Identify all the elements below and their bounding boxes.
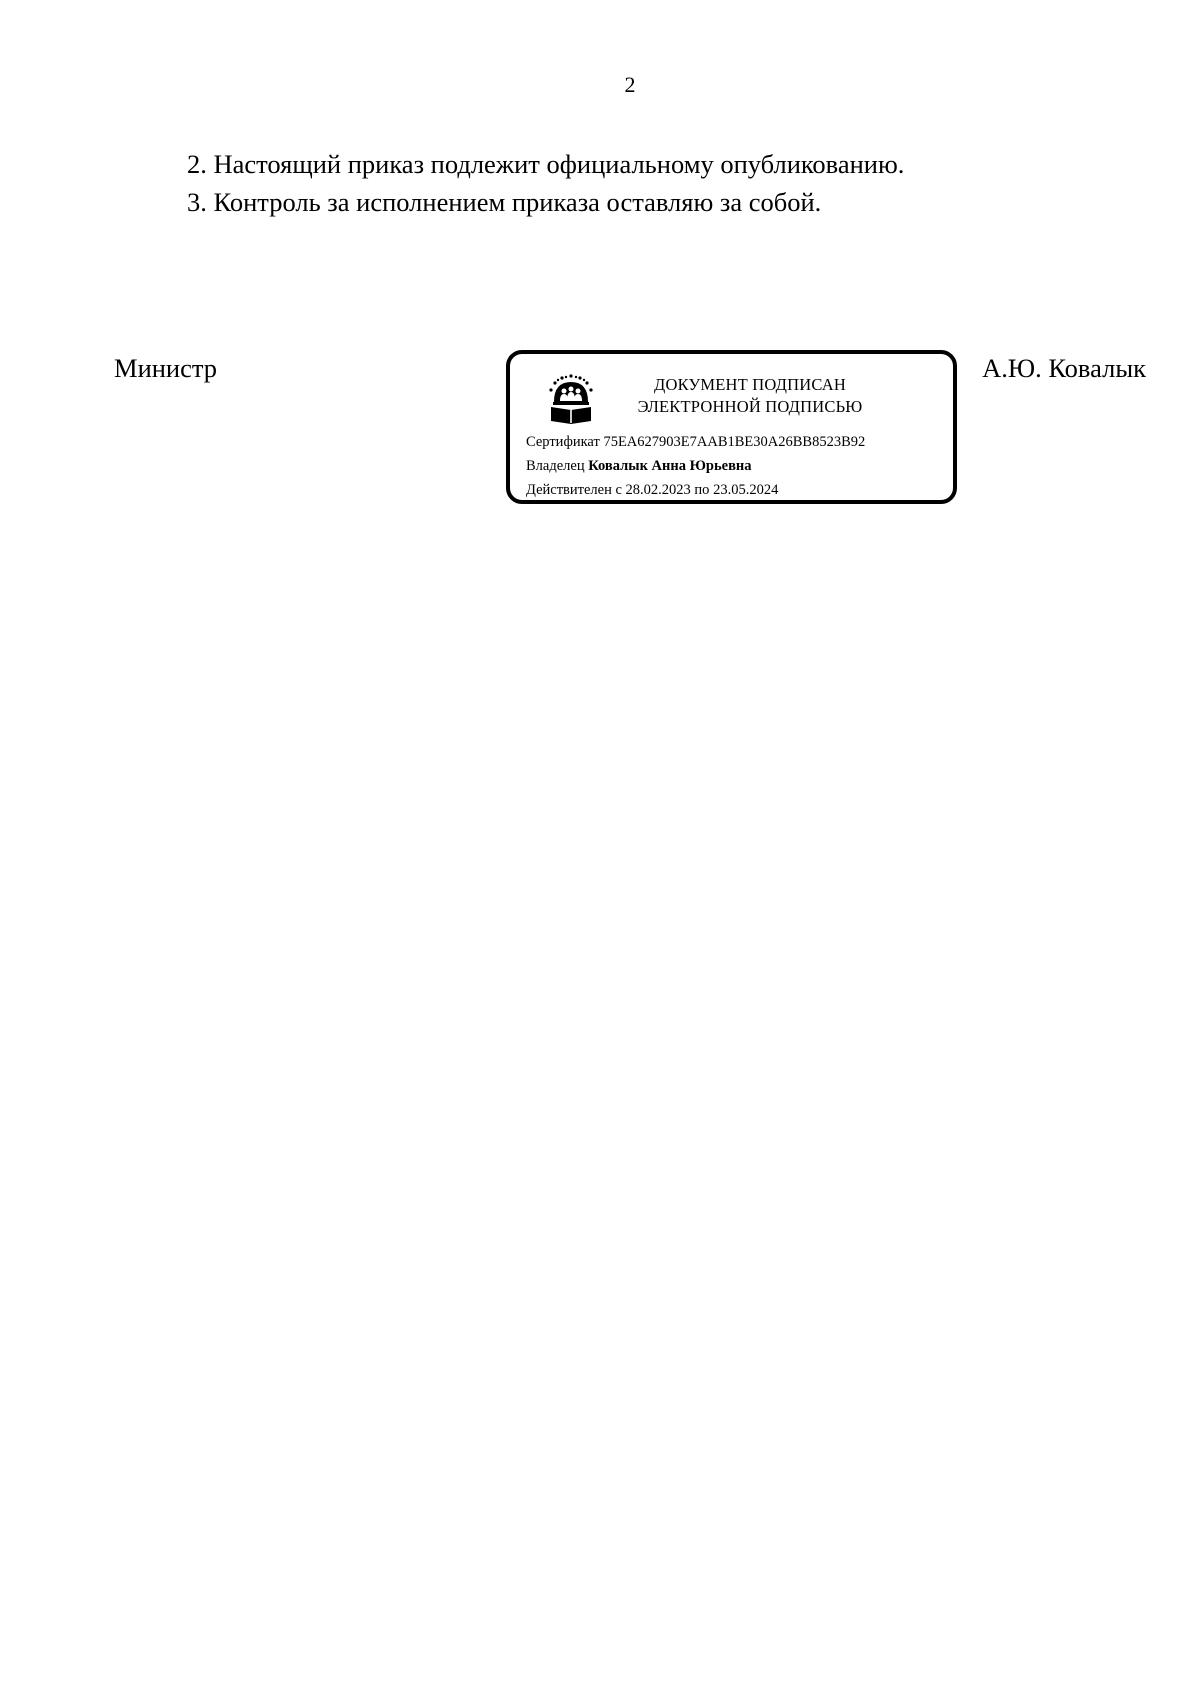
paragraph-publication: 2. Настоящий приказ подлежит официальному опубликованию. xyxy=(187,149,905,179)
owner-line xyxy=(526,456,752,476)
owner-label: Владелец xyxy=(526,458,585,474)
page-number: 2 xyxy=(624,72,636,97)
validity-line xyxy=(526,480,778,500)
valid-from-date: 28.02.2023 xyxy=(625,482,691,498)
certificate-value: 75EA627903E7AAB1BE30A26BB8523B92 xyxy=(603,434,866,450)
paragraph-control: 3. Контроль за исполнением приказа оставляю за собой. xyxy=(187,187,822,217)
stamp-heading-line1: ДОКУМЕНТ ПОДПИСАН xyxy=(654,375,846,394)
valid-from-prefix: с xyxy=(615,482,622,498)
valid-label: Действителен xyxy=(526,482,612,498)
valid-to-date: 23.05.2024 xyxy=(713,482,779,498)
certificate-line xyxy=(526,432,865,452)
electronic-signature-stamp xyxy=(506,350,957,504)
certificate-label: Сертификат xyxy=(526,434,600,450)
stamp-heading xyxy=(620,374,880,418)
valid-to-prefix: по xyxy=(694,482,710,498)
regional-emblem-icon xyxy=(546,372,596,424)
signer-position: Министр xyxy=(114,353,218,383)
stamp-heading-line2: ЭЛЕКТРОННОЙ ПОДПИСЬЮ xyxy=(637,397,863,416)
signer-name: А.Ю. Ковалык xyxy=(982,353,1146,383)
owner-value: Ковалык Анна Юрьевна xyxy=(588,458,752,474)
